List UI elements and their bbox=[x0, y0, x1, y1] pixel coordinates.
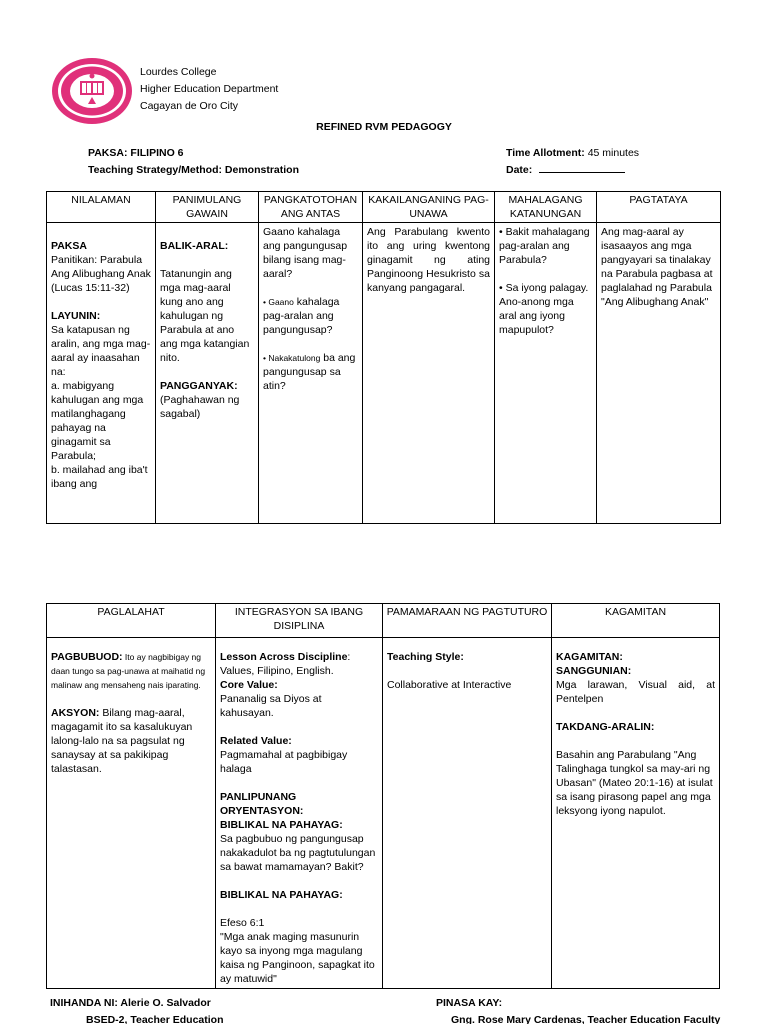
cell-nilalaman bbox=[47, 223, 156, 524]
header-pangkatotohanan: PANGKATOTOHAN ANG ANTAS bbox=[259, 192, 363, 223]
submitted-to-name: Gng. Rose Mary Cardenas, Teacher Education Faculty bbox=[451, 1014, 721, 1024]
header-paglalahat: PAGLALAHAT bbox=[47, 604, 216, 638]
cell-panimulang-gawain bbox=[156, 223, 259, 524]
institution-header bbox=[140, 64, 278, 115]
pagbubuod-text: PAGBUBUOD: Ito ay nagbibigay ng daan tungo sa pag-unawa at maihatid ng malinaw ang mensaheng nais iparating. bbox=[51, 651, 206, 690]
institution-name: Lourdes College bbox=[140, 66, 217, 78]
city-name: Cagayan de Oro City bbox=[140, 100, 239, 112]
lesson-across-discipline: Lesson Across Discipline: Values, Filipino, English. bbox=[220, 651, 351, 677]
pagtataya-text: Ang mag-aaral ay isasaayos ang mga pangyayari sa tinalakay na Parabula pagbasa at paglalahad ng Parabula "Ang Alibughang Anak" bbox=[601, 226, 713, 308]
layunin-item-a: a. mabigyang kahulugan ang mga matilanghagang pahayag na ginagamit sa Parabula; bbox=[51, 380, 144, 462]
header-kagamitan: KAGAMITAN bbox=[552, 604, 720, 638]
aksyon-text: AKSYON: Bilang mag-aaral, magagamit ito sa kasalukuyan lalong-lalo na sa pagsulat ng sanaysay at sa pakikipag talastasan. bbox=[51, 707, 193, 775]
submitted-to-label: PINASA KAY: bbox=[436, 997, 503, 1009]
teaching-style-text: Collaborative at Interactive bbox=[387, 679, 512, 691]
header-kakailanganing: KAKAILANGANING PAG-UNAWA bbox=[363, 192, 495, 223]
panlipunan-text: Sa pagbubuo ng pangungusap nakakadulot ba ng pagtutulungan sa bawat mamamayan? Bakit? bbox=[220, 833, 376, 873]
time-label: Time Allotment: bbox=[506, 147, 585, 159]
prepared-by-course: BSED-2, Teacher Education bbox=[86, 1014, 224, 1024]
prepared-by-label: INIHANDA NI: Alerie O. Salvador bbox=[50, 997, 211, 1009]
kagamitan-heading: KAGAMITAN: bbox=[556, 651, 623, 663]
pangkatotohanan-q3: • Nakakatulong ba ang pangungusap sa atin? bbox=[263, 352, 356, 392]
prepared-by bbox=[50, 995, 224, 1024]
takdang-aralin-text: Basahin ang Parabulang "Ang Talinghaga tungkol sa may-ari ng Ubasan" (Mateo 20:1-16) at isulat sa isang pirasong papel ang mga leksyong iyong napulot. bbox=[556, 749, 713, 817]
cell-paglalahat bbox=[47, 638, 216, 989]
takdang-aralin-heading: TAKDANG-ARALIN: bbox=[556, 721, 655, 733]
time-value: 45 minutes bbox=[587, 147, 640, 159]
layunin-text: Sa katapusan ng aralin, ang mga mag-aaral ay inaasahan na: bbox=[51, 324, 151, 378]
header-pamamaraan: PAMAMARAAN NG PAGTUTURO bbox=[383, 604, 552, 638]
layunin-item-b: b. mailahad ang iba't ibang ang bbox=[51, 464, 148, 490]
pangganyak-text: (Paghahawan ng sagabal) bbox=[160, 394, 240, 420]
kakailanganing-text: Ang Parabulang kwento ito ang uring kwentong ginagamit ng ating Panginoong Hesukristo sa kanyang pangagaral. bbox=[367, 226, 490, 294]
paksa-text: Panitikan: Parabula Ang Alibughang Anak (Lucas 15:11-32) bbox=[51, 254, 151, 294]
verse-ref: Efeso 6:1 bbox=[220, 917, 265, 929]
table2-header-row bbox=[47, 604, 720, 638]
lesson-plan-table-2 bbox=[46, 603, 720, 989]
header-integrasyon: INTEGRASYON SA IBANG DISIPLINA bbox=[216, 604, 383, 638]
date-line bbox=[506, 162, 639, 179]
mahalagang-q1: • Bakit mahalagang pag-aralan ang Parabula? bbox=[499, 226, 590, 266]
cell-integrasyon bbox=[216, 638, 383, 989]
balik-aral-heading: BALIK-ARAL: bbox=[160, 240, 229, 252]
pangkatotohanan-q2: • Gaano kahalaga pag-aralan ang pangungusap? bbox=[263, 296, 340, 336]
biblikal-heading: BIBLIKAL NA PAHAYAG: bbox=[220, 819, 343, 831]
department-name: Higher Education Department bbox=[140, 83, 279, 95]
header-mahalagang: MAHALAGANG KATANUNGAN bbox=[495, 192, 597, 223]
related-value-text: Pagmamahal at pagbibigay halaga bbox=[220, 749, 348, 775]
date-blank bbox=[539, 162, 625, 173]
strategy-line bbox=[88, 162, 299, 179]
table2-body-row bbox=[47, 638, 720, 989]
mahalagang-q2: • Sa iyong palagay. Ano-anong mga aral ang iyong mapupulot? bbox=[499, 282, 589, 336]
pangkatotohanan-q1: Gaano kahalaga ang pangungusap bilang isang mag-aaral? bbox=[263, 226, 348, 280]
related-value-heading: Related Value: bbox=[220, 735, 292, 747]
teaching-style-heading: Teaching Style: bbox=[387, 651, 464, 663]
cell-kagamitan bbox=[552, 638, 720, 989]
paksa-label: PAKSA: bbox=[88, 147, 128, 159]
materials-text: Mga larawan, Visual aid, at Pentelpen bbox=[556, 679, 715, 705]
cell-mahalagang bbox=[495, 223, 597, 524]
table1-body-row bbox=[47, 223, 721, 524]
balik-aral-text: Tatanungin ang mga mag-aaral kung ano ang kahulugan ng Parabula at ano ang mga katangian nito. bbox=[160, 268, 250, 364]
core-value-heading: Core Value: bbox=[220, 679, 278, 691]
date-label: Date: bbox=[506, 164, 533, 176]
cell-pamamaraan bbox=[383, 638, 552, 989]
core-value-text: Pananalig sa Diyos at kahusayan. bbox=[220, 693, 322, 719]
cell-pangkatotohanan bbox=[259, 223, 363, 524]
header-pagtataya: PAGTATAYA bbox=[597, 192, 721, 223]
layunin-heading: LAYUNIN: bbox=[51, 310, 101, 322]
verse-text: "Mga anak maging masunurin kayo sa inyong mga magulang kaisa ng Panginoon, sapagkat ito ay matuwid" bbox=[220, 931, 375, 985]
college-seal-logo bbox=[50, 56, 134, 126]
lesson-meta-left bbox=[88, 145, 299, 179]
header-panimulang-gawain: PANIMULANG GAWAIN bbox=[156, 192, 259, 223]
paksa-heading: PAKSA bbox=[51, 240, 87, 252]
cell-kakailanganing bbox=[363, 223, 495, 524]
submitted-to bbox=[436, 995, 720, 1024]
time-line bbox=[506, 145, 639, 162]
paksa-value: FILIPINO 6 bbox=[130, 147, 184, 159]
lesson-plan-table-1 bbox=[46, 191, 721, 524]
table1-header-row bbox=[47, 192, 721, 223]
strategy-label: Teaching Strategy/Method: bbox=[88, 164, 222, 176]
sanggunian-heading: SANGGUNIAN: bbox=[556, 665, 632, 677]
cell-pagtataya bbox=[597, 223, 721, 524]
biblikal-heading-2: BIBLIKAL NA PAHAYAG: bbox=[220, 889, 343, 901]
lesson-meta-right bbox=[506, 145, 639, 179]
pangganyak-heading: PANGGANYAK: bbox=[160, 380, 238, 392]
document-title: REFINED RVM PEDAGOGY bbox=[316, 121, 452, 133]
strategy-value: Demonstration bbox=[224, 164, 299, 176]
header-nilalaman: NILALAMAN bbox=[47, 192, 156, 223]
panlipunan-heading: PANLIPUNANG ORYENTASYON: bbox=[220, 791, 304, 817]
paksa-line bbox=[88, 145, 299, 162]
